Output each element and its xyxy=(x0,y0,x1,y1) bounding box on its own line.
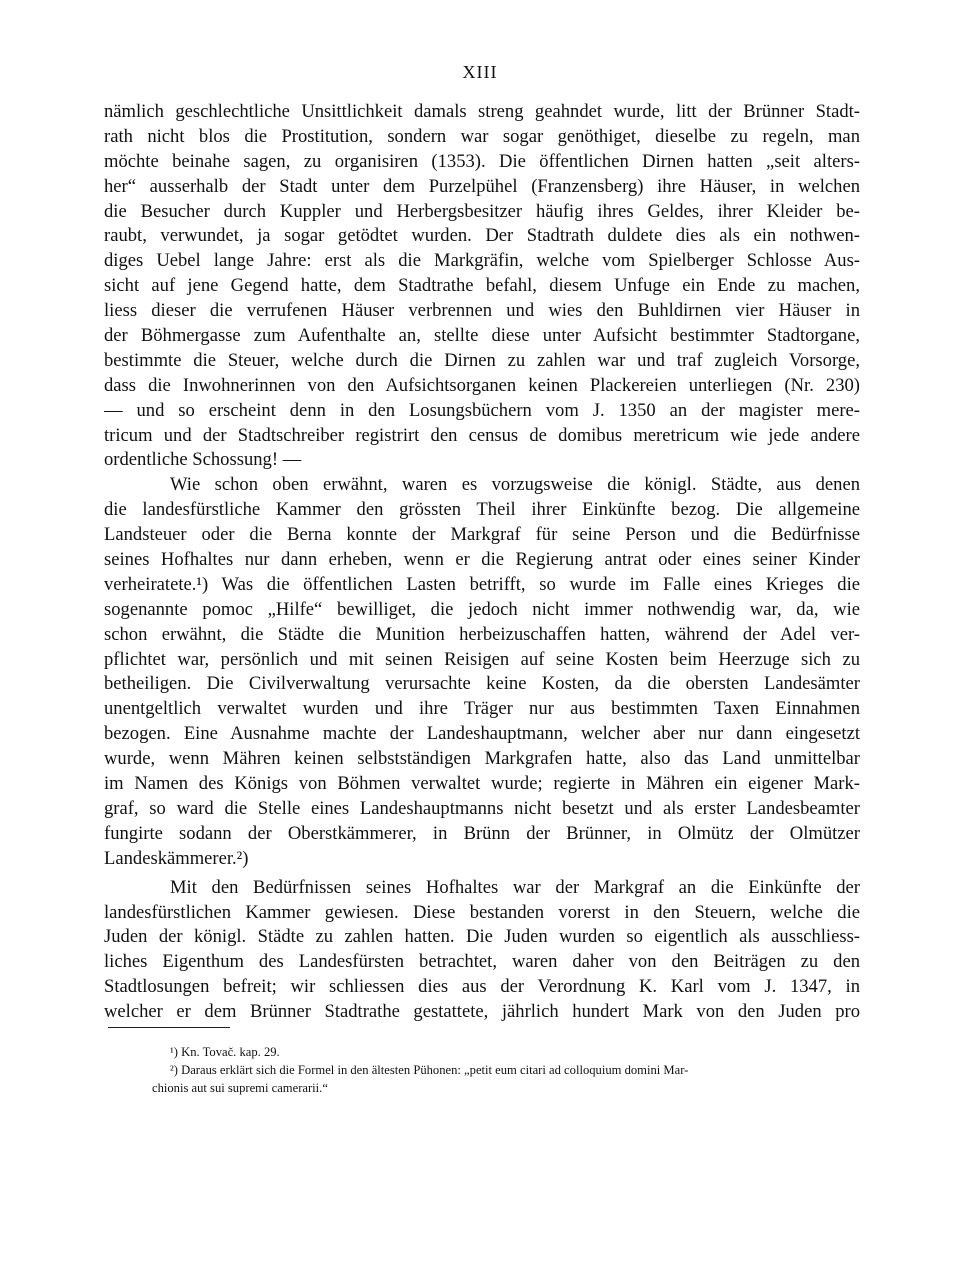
body-text xyxy=(104,100,860,1025)
text-line: die Besucher durch Kuppler und Herbergsbesitzer häufig ihres Geldes, ihrer Kleider be- xyxy=(104,200,860,222)
text-line: ordentliche Schossung! — xyxy=(104,449,302,471)
text-line: bezogen. Eine Ausnahme machte der Landeshauptmann, welcher aber nur dann eingesetzt xyxy=(104,723,860,745)
text-line: wurde, wenn Mähren keinen selbstständigen Markgrafen hatte, also das Land unmittelbar xyxy=(104,748,860,770)
text-line: sicht auf jene Gegend hatte, dem Stadtrathe befahl, diesem Unfuge ein Ende zu machen, xyxy=(104,275,860,297)
text-line: fungirte sodann der Oberstkämmerer, in Brünn der Brünner, in Olmütz der Olmützer xyxy=(104,822,860,844)
text-line: welcher er dem Brünner Stadtrathe gestattete, jährlich hundert Mark von den Juden pro xyxy=(104,1001,860,1023)
text-line: rath nicht blos die Prostitution, sondern war sogar genöthiget, dieselbe zu regeln, man xyxy=(104,125,860,147)
text-line: bestimmte die Steuer, welche durch die Dirnen zu zahlen war und traf zugleich Vorsorge, xyxy=(104,349,860,371)
text-line: verheiratete.¹) Was die öffentlichen Lasten betrifft, so wurde im Falle eines Krieges die xyxy=(104,573,860,595)
text-line: seines Hofhaltes nur dann erheben, wenn er die Regierung antrat oder eines seiner Kinder xyxy=(104,549,860,571)
text-line: schon erwähnt, die Städte die Munition herbeizuschaffen hatten, während der Adel ver- xyxy=(104,623,860,645)
text-line: im Namen des Königs von Böhmen verwaltet wurde; regierte in Mähren ein eigener Mark- xyxy=(104,773,860,795)
text-line: liches Eigenthum des Landesfürsten betrachtet, waren daher von den Beiträgen zu den xyxy=(104,951,860,973)
text-line: der Böhmergasse zum Aufenthalte an, stellte diese unter Aufsicht bestimmter Stadtorgane, xyxy=(104,325,860,347)
footnote-1: ¹) Kn. Tovač. kap. 29. xyxy=(170,1045,280,1059)
text-line: Landeskämmerer.²) xyxy=(104,847,249,869)
footnote-2: ²) Daraus erklärt sich die Formel in den ältesten Pühonen: „petit eum citari ad colloquium domini Mar- xyxy=(170,1063,689,1077)
text-line: die landesfürstliche Kammer den grössten Theil ihrer Einkünfte bezog. Die allgemeine xyxy=(104,499,860,521)
text-line: unentgeltlich verwaltet wurden und ihre Träger nur aus bestimmten Taxen Einnahmen xyxy=(104,698,860,720)
paragraph-start-line: Mit den Bedürfnissen seines Hofhaltes war der Markgraf an die Einkünfte der xyxy=(170,876,860,898)
page-number: XIII xyxy=(462,62,498,82)
footnote-2-continuation: chionis aut sui supremi camerarii.“ xyxy=(152,1081,328,1095)
footnotes xyxy=(108,1043,858,1097)
text-line: Juden der königl. Städte zu zahlen hatten. Die Juden wurden so eigentlich als ausschliess- xyxy=(104,926,860,948)
text-line: nämlich geschlechtliche Unsittlichkeit damals streng geahndet wurde, litt der Brünner Stadt- xyxy=(104,101,860,122)
text-line: möchte beinahe sagen, zu organisiren (1353). Die öffentlichen Dirnen hatten „seit alters- xyxy=(104,150,860,172)
text-line: landesfürstlichen Kammer gewiesen. Diese bestanden vorerst in den Steuern, welche die xyxy=(104,901,860,923)
text-line: Stadtlosungen befreit; wir schliessen dies aus der Verordnung K. Karl vom J. 1347, in xyxy=(104,976,860,998)
text-line: diges Uebel lange Jahre: erst als die Markgräfin, welche vom Spielberger Schlosse Aus- xyxy=(104,250,860,272)
text-line: pflichtet war, persönlich und mit seinen Reisigen auf seine Kosten beim Heerzuge sich zu xyxy=(104,648,860,670)
paragraph-start-line: Wie schon oben erwähnt, waren es vorzugsweise die königl. Städte, aus denen xyxy=(170,474,860,496)
text-line: — und so erscheint denn in den Losungsbüchern vom J. 1350 an der magister mere- xyxy=(104,399,860,421)
footnote-divider xyxy=(108,1027,230,1028)
text-line: sogenannte pomoc „Hilfe“ bewilliget, die jedoch nicht immer nothwendig war, da, wie xyxy=(104,598,860,620)
text-line: betheiligen. Die Civilverwaltung verursachte keine Kosten, da die obersten Landesämter xyxy=(104,673,860,695)
text-line: dass die Inwohnerinnen von den Aufsichtsorganen keinen Plackereien unterliegen (Nr. 230) xyxy=(104,374,860,396)
text-line: raubt, verwundet, ja sogar getödtet wurden. Der Stadtrath duldete dies als ein nothwen- xyxy=(104,225,860,247)
text-line: her“ ausserhalb der Stadt unter dem Purzelpühel (Franzensberg) ihre Häuser, in welchen xyxy=(104,175,860,197)
text-line: Landsteuer oder die Berna konnte der Markgraf für seine Person und die Bedürfnisse xyxy=(104,524,860,546)
text-line: liess dieser die verrufenen Häuser verbrennen und wies den Buhldirnen vier Häuser in xyxy=(104,300,860,322)
text-line: tricum und der Stadtschreiber registrirt den census de domibus meretricum wie jede andere xyxy=(104,424,860,446)
text-line: graf, so ward die Stelle eines Landeshauptmanns nicht besetzt und als erster Landesbeamter xyxy=(104,797,860,819)
